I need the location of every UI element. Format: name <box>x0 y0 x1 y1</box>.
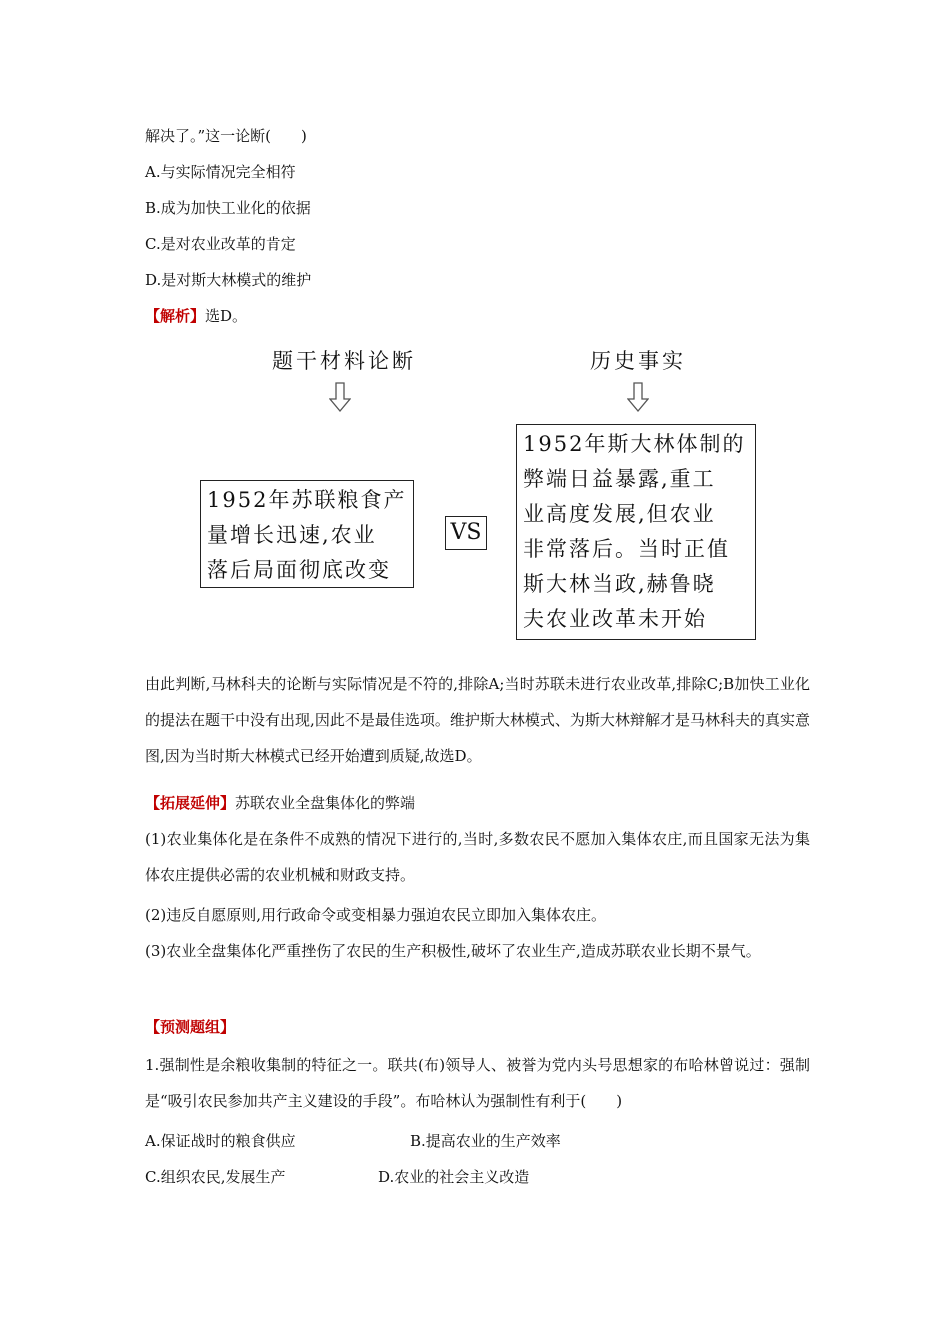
down-arrow-icon <box>627 382 649 412</box>
fact-line: 斯大林当政,赫鲁晓 <box>523 572 716 596</box>
prediction-option-d: D.农业的社会主义改造 <box>378 1168 530 1186</box>
explanation-paragraph: 由此判断,马林科夫的论断与实际情况是不符的,排除A;当时苏联未进行农业改革,排除C;B加快工业化的提法在题干中没有出现,因此不是最佳选项。维护斯大林模式、为斯大林辩解才是马林科夫的真实意图,因为当时斯大林模式已经开始遭到质疑,故选D。 <box>145 675 810 765</box>
fact-line: 非常落后。当时正值 <box>523 537 730 561</box>
option-b: B.成为加快工业化的依据 <box>145 199 311 217</box>
fact-line: 业高度发展,但农业 <box>523 502 716 526</box>
option-c: C.是对农业改革的肯定 <box>145 235 296 253</box>
extension-point-3: (3)农业全盘集体化严重挫伤了农民的生产积极性,破坏了农业生产,造成苏联农业长期不景气。 <box>145 942 761 960</box>
option-d: D.是对斯大林模式的维护 <box>145 271 312 289</box>
vs-label: VS <box>445 516 487 550</box>
claim-line: 落后局面彻底改变 <box>207 558 391 582</box>
prediction-option-b: B.提高农业的生产效率 <box>410 1132 561 1150</box>
claim-line: 1952年苏联粮食产 <box>207 488 407 512</box>
fact-box <box>516 424 756 640</box>
claim-line: 量增长迅速,农业 <box>207 523 377 547</box>
prediction-tag: 【预测题组】 <box>145 1018 236 1036</box>
extension-point-1: (1)农业集体化是在条件不成熟的情况下进行的,当时,多数农民不愿加入集体农庄,而且国家无法为集体农庄提供必需的农业机械和财政支持。 <box>145 830 810 884</box>
analysis-line <box>145 306 247 326</box>
prediction-option-c: C.组织农民,发展生产 <box>145 1168 286 1186</box>
extension-tag: 【拓展延伸】 <box>145 794 236 812</box>
extension-point-2: (2)违反自愿原则,用行政命令或变相暴力强迫农民立即加入集体农庄。 <box>145 906 607 924</box>
diagram-right-header: 历史事实 <box>590 349 686 373</box>
fact-line: 1952年斯大林体制的 <box>523 432 746 456</box>
claim-box <box>200 480 414 588</box>
fact-line: 弊端日益暴露,重工 <box>523 467 716 491</box>
prediction-question: 1.强制性是余粮收集制的特征之一。联共(布)领导人、被誉为党内头号思想家的布哈林曾说过：强制是“吸引农民参加共产主义建设的手段”。布哈林认为强制性有利于( ) <box>145 1056 810 1110</box>
question-stem-end: 解决了。”这一论断( ) <box>145 127 307 145</box>
analysis-tag: 【解析】 <box>145 307 206 325</box>
analysis-text: 选D。 <box>205 307 248 325</box>
down-arrow-icon <box>329 382 351 412</box>
extension-heading <box>145 793 415 813</box>
prediction-option-a: A.保证战时的粮食供应 <box>145 1132 296 1150</box>
fact-line: 夫农业改革未开始 <box>523 607 707 631</box>
extension-title: 苏联农业全盘集体化的弊端 <box>235 794 416 812</box>
option-a: A.与实际情况完全相符 <box>145 163 296 181</box>
diagram-left-header: 题干材料论断 <box>272 349 416 373</box>
